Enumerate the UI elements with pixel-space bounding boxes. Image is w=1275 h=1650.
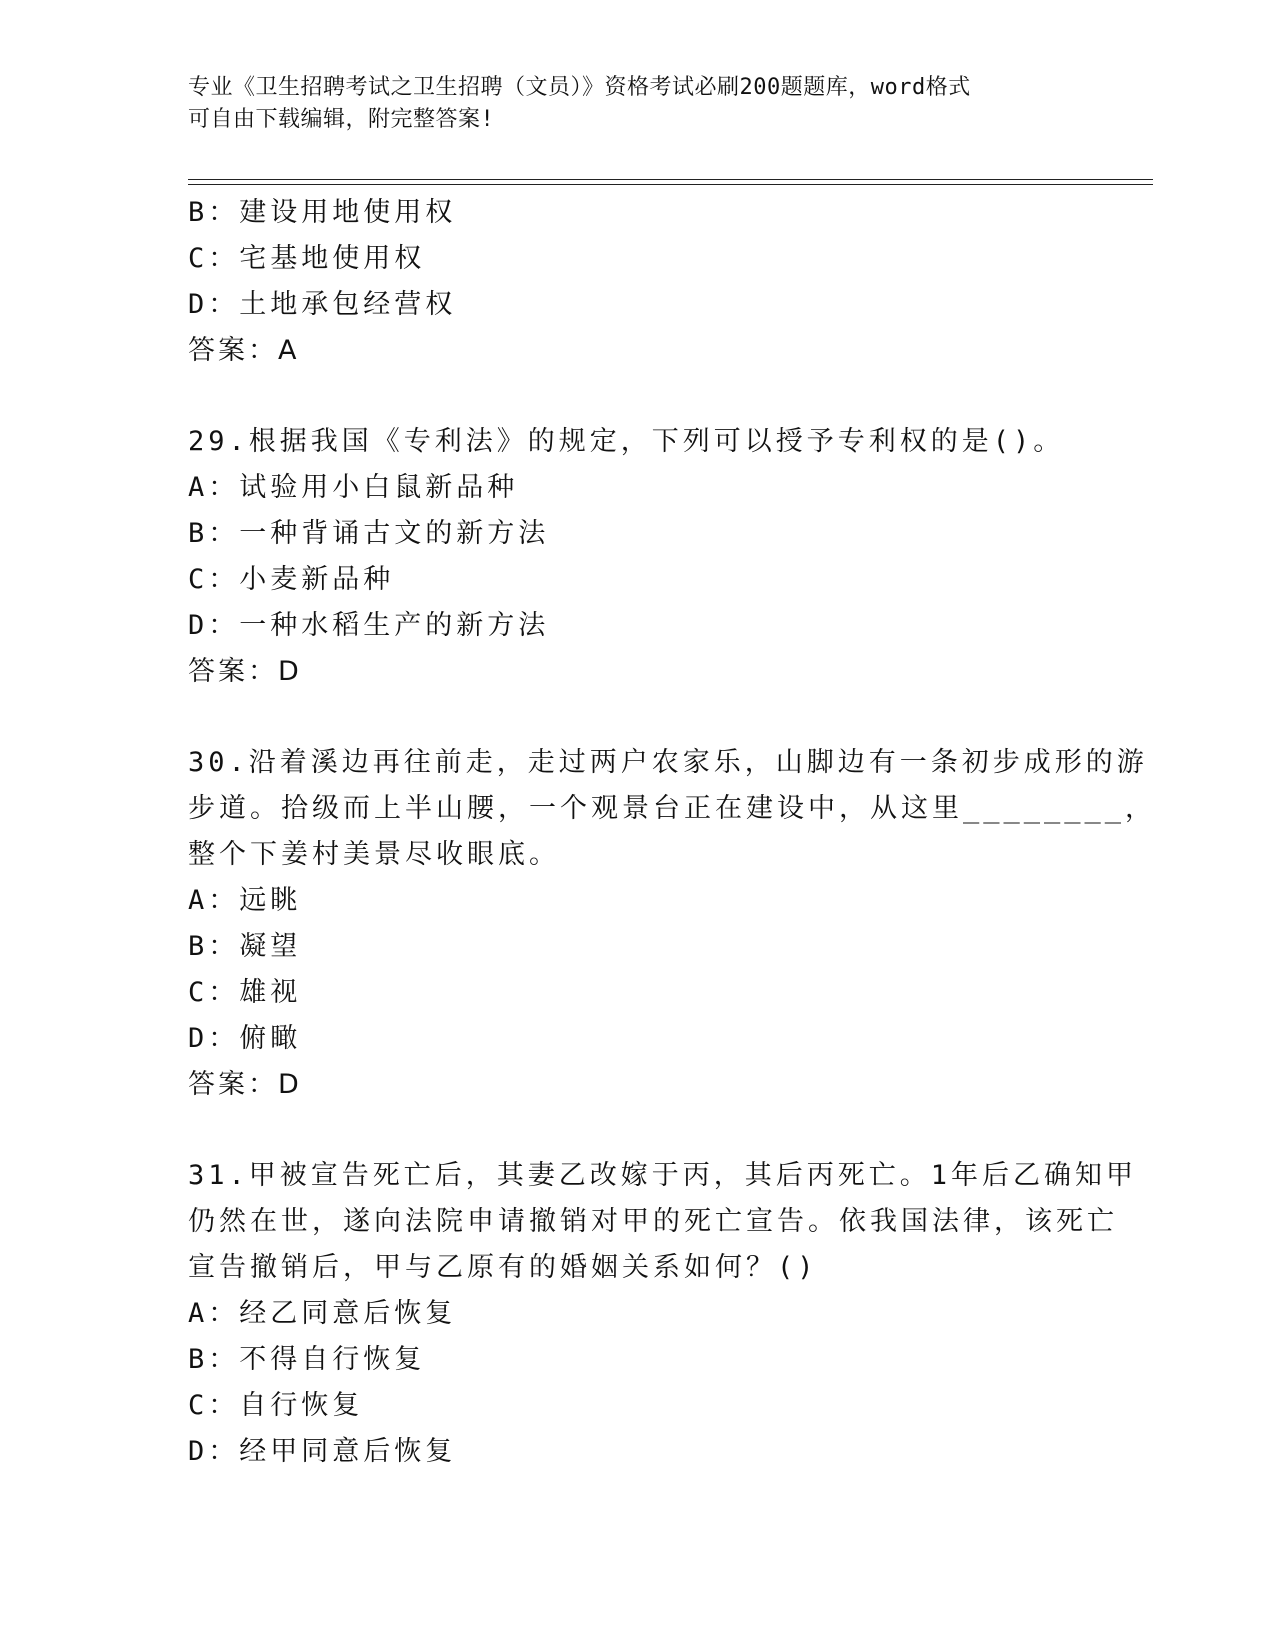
question-text-line: 31.甲被宣告死亡后，其妻乙改嫁于丙，其后丙死亡。1年后乙确知甲 bbox=[188, 1160, 1138, 1191]
option-a: A：试验用小白鼠新品种 bbox=[188, 472, 519, 503]
option-b: B：一种背诵古文的新方法 bbox=[188, 518, 550, 549]
question-28-continued bbox=[188, 190, 1088, 374]
option-a: A：经乙同意后恢复 bbox=[188, 1298, 457, 1329]
header-title-line-2: 可自由下载编辑，附完整答案! bbox=[188, 107, 495, 132]
question-text-line: 29.根据我国《专利法》的规定，下列可以授予专利权的是()。 bbox=[188, 426, 1065, 457]
question-text-line: 宣告撤销后，甲与乙原有的婚姻关系如何？() bbox=[188, 1252, 818, 1283]
option-c: C：小麦新品种 bbox=[188, 564, 395, 595]
question-29 bbox=[188, 419, 1088, 695]
question-text-line: 步道。拾级而上半山腰，一个观景台正在建设中，从这里________， bbox=[188, 793, 1157, 824]
question-text bbox=[188, 419, 1068, 465]
question-text-line: 仍然在世，遂向法院申请撤销对甲的死亡宣告。依我国法律，该死亡 bbox=[188, 1206, 1118, 1237]
option-d: D：俯瞰 bbox=[188, 1023, 302, 1054]
header-title-line-1: 专业《卫生招聘考试之卫生招聘（文员）》资格考试必刷200题题库，word格式 bbox=[188, 75, 971, 100]
document-header bbox=[188, 72, 1078, 136]
spacer bbox=[188, 374, 1088, 419]
option-b: B：不得自行恢复 bbox=[188, 1344, 426, 1375]
option-c: C：雄视 bbox=[188, 977, 302, 1008]
header-divider-top bbox=[188, 179, 1153, 180]
question-30 bbox=[188, 740, 1157, 1108]
answer-line: 答案：A bbox=[188, 335, 300, 366]
option-b: B：凝望 bbox=[188, 931, 302, 962]
spacer bbox=[188, 1108, 1088, 1153]
option-d: D：一种水稻生产的新方法 bbox=[188, 610, 550, 641]
question-text-line: 整个下姜村美景尽收眼底。 bbox=[188, 839, 560, 870]
option-d: D：经甲同意后恢复 bbox=[188, 1436, 457, 1467]
option-d: D：土地承包经营权 bbox=[188, 289, 457, 320]
question-list bbox=[188, 190, 1157, 1475]
header-divider-bottom bbox=[188, 184, 1153, 185]
question-text-line: 30.沿着溪边再往前走，走过两户农家乐，山脚边有一条初步成形的游 bbox=[188, 747, 1148, 778]
question-text bbox=[188, 740, 1157, 878]
option-c: C：宅基地使用权 bbox=[188, 243, 426, 274]
option-a: A：远眺 bbox=[188, 885, 302, 916]
spacer bbox=[188, 695, 1088, 740]
option-c: C：自行恢复 bbox=[188, 1390, 364, 1421]
question-31 bbox=[188, 1153, 1138, 1475]
question-text bbox=[188, 1153, 1138, 1291]
option-b: B：建设用地使用权 bbox=[188, 197, 457, 228]
answer-line: 答案：D bbox=[188, 656, 302, 687]
answer-line: 答案：D bbox=[188, 1069, 302, 1100]
